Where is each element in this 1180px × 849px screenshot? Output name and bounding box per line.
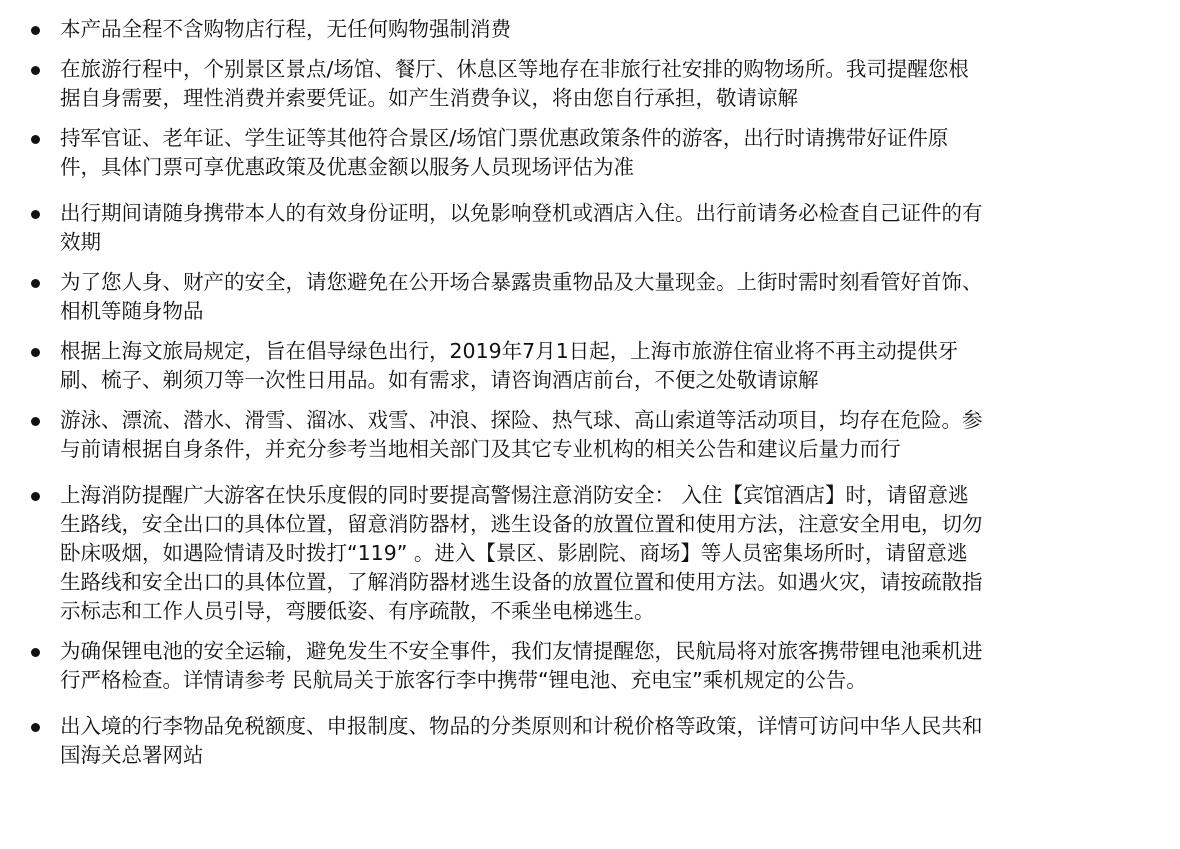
notice-item: [30, 337, 1150, 395]
notice-text: 为了您人身、财产的安全，请您避免在公开场合暴露贵重物品及大量现金。上街时需时刻看管好首饰、 相机等随身物品: [60, 270, 983, 323]
notice-item: [30, 268, 1150, 326]
bullet-icon: [31, 492, 40, 501]
bullet-icon: [31, 135, 40, 144]
notice-item: [30, 406, 1150, 464]
bullet-icon: [31, 723, 40, 732]
notice-text: 游泳、漂流、潜水、滑雪、溜冰、戏雪、冲浪、探险、热气球、高山索道等活动项目，均存在危险。参 与前请根据自身条件，并充分参考当地相关部门及其它专业机构的相关公告和建议后量力而行: [60, 408, 983, 461]
notice-text: 出行期间请随身携带本人的有效身份证明，以免影响登机或酒店入住。出行前请务必检查自己证件的有 效期: [60, 201, 983, 254]
bullet-icon: [31, 26, 40, 35]
notice-item: [30, 481, 1150, 626]
notice-text: 持军官证、老年证、学生证等其他符合景区/场馆门票优惠政策条件的游客，出行时请携带好证件原 件，具体门票可享优惠政策及优惠金额以服务人员现场评估为准: [60, 126, 949, 179]
notice-item: [30, 712, 1150, 770]
notice-text: 上海消防提醒广大游客在快乐度假的同时要提高警惕注意消防安全： 入住【宾馆酒店】时，请留意逃 生路线，安全出口的具体位置，留意消防器材，逃生设备的放置位置和使用方法，注意安全用电，切勿 卧床吸烟，如遇险情请及时拨打“119” 。进入【景区、影剧院、商场】等人员密集场所时，请留意逃 生路线和安全出口的具体位置，了解消防器材逃生设备的放置位置和使用方法。如遇火灾，请按疏散指 示标志和工作人员引导，弯腰低姿、有序疏散，不乘坐电梯逃生。: [60, 483, 983, 623]
bullet-icon: [31, 417, 40, 426]
bullet-icon: [31, 66, 40, 75]
bullet-icon: [31, 648, 40, 657]
notice-item: [30, 55, 1150, 113]
bullet-icon: [31, 210, 40, 219]
bullet-icon: [31, 348, 40, 357]
notice-item: [30, 15, 1150, 44]
notice-item: [30, 637, 1150, 695]
notice-item: [30, 199, 1150, 257]
notice-text: 本产品全程不含购物店行程，无任何购物强制消费: [60, 17, 511, 41]
notice-text: 根据上海文旅局规定，旨在倡导绿色出行，2019年7月1日起，上海市旅游住宿业将不再主动提供牙 刷、梳子、剃须刀等一次性日用品。如有需求，请咨询酒店前台，不便之处敬请谅解: [60, 339, 959, 392]
notice-text: 在旅游行程中，个别景区景点/场馆、餐厅、休息区等地存在非旅行社安排的购物场所。我司提醒您根 据自身需要，理性消费并索要凭证。如产生消费争议，将由您自行承担，敬请谅解: [60, 57, 969, 110]
bullet-icon: [31, 279, 40, 288]
notice-text: 为确保锂电池的安全运输，避免发生不安全事件，我们友情提醒您，民航局将对旅客携带锂电池乘机进 行严格检查。详情请参考 民航局关于旅客行李中携带“锂电池、充电宝”乘机规定的公告。: [60, 639, 983, 692]
notice-text: 出入境的行李物品免税额度、申报制度、物品的分类原则和计税价格等政策，详情可访问中华人民共和 国海关总署网站: [60, 714, 983, 767]
notice-item: [30, 124, 1150, 182]
